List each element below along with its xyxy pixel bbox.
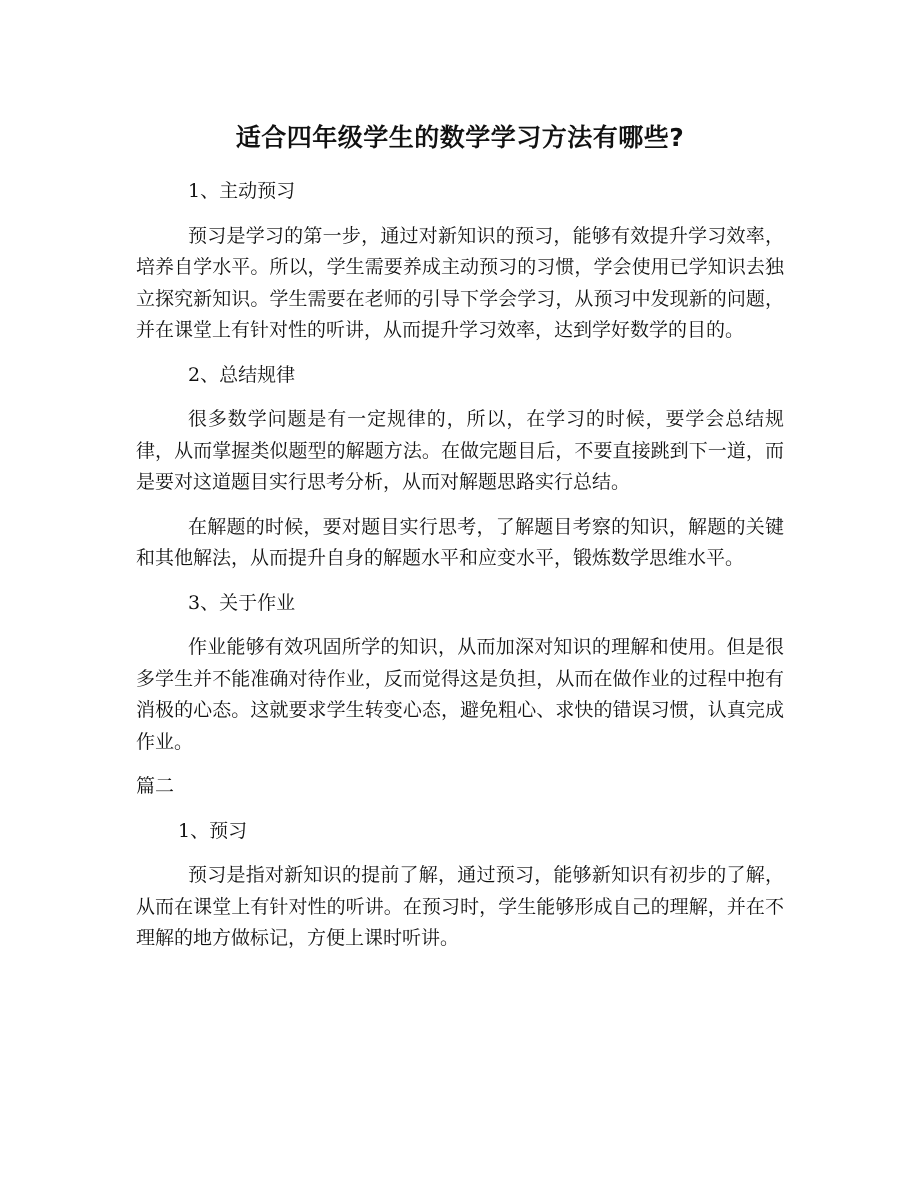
- part-label: 篇二: [136, 775, 175, 797]
- paragraph: 预习是学习的第一步，通过对新知识的预习，能够有效提升学习效率，培养自学水平。所以，学生需要养成主动预习的习惯，学会使用已学知识去独立探究新知识。学生需要在老师的引导下学会学习，从预习中发现新的问题，并在课堂上有针对性的听讲，从而提升学习效率，达到学好数学的目的。: [136, 224, 784, 341]
- page-title: 适合四年级学生的数学学习方法有哪些?: [235, 123, 685, 152]
- document-body: [136, 176, 784, 968]
- paragraph: 预习是指对新知识的提前了解，通过预习，能够新知识有初步的了解，从而在课堂上有针对性的听讲。在预习时，学生能够形成自己的理解，并在不理解的地方做标记，方便上课时听讲。: [136, 864, 784, 949]
- section-heading: 2、总结规律: [188, 363, 296, 386]
- section-heading: 1、主动预习: [188, 180, 296, 202]
- section-heading: 3、关于作业: [188, 591, 296, 614]
- paragraph: 作业能够有效巩固所学的知识，从而加深对知识的理解和使用。但是很多学生并不能准确对待作业，反而觉得这是负担，从而在做作业的过程中抱有消极的心态。这就要求学生转变心态，避免粗心、求快的错误习惯，认真完成作业。: [136, 636, 784, 753]
- paragraph: 很多数学问题是有一定规律的，所以，在学习的时候，要学会总结规律，从而掌握类似题型的解题方法。在做完题目后，不要直接跳到下一道，而是要对这道题目实行思考分析，从而对解题思路实行总结。: [136, 408, 784, 493]
- paragraph: 在解题的时候，要对题目实行思考，了解题目考察的知识，解题的关键和其他解法，从而提升自身的解题水平和应变水平，锻炼数学思维水平。: [136, 515, 784, 569]
- section-heading: 1、预习: [178, 819, 248, 842]
